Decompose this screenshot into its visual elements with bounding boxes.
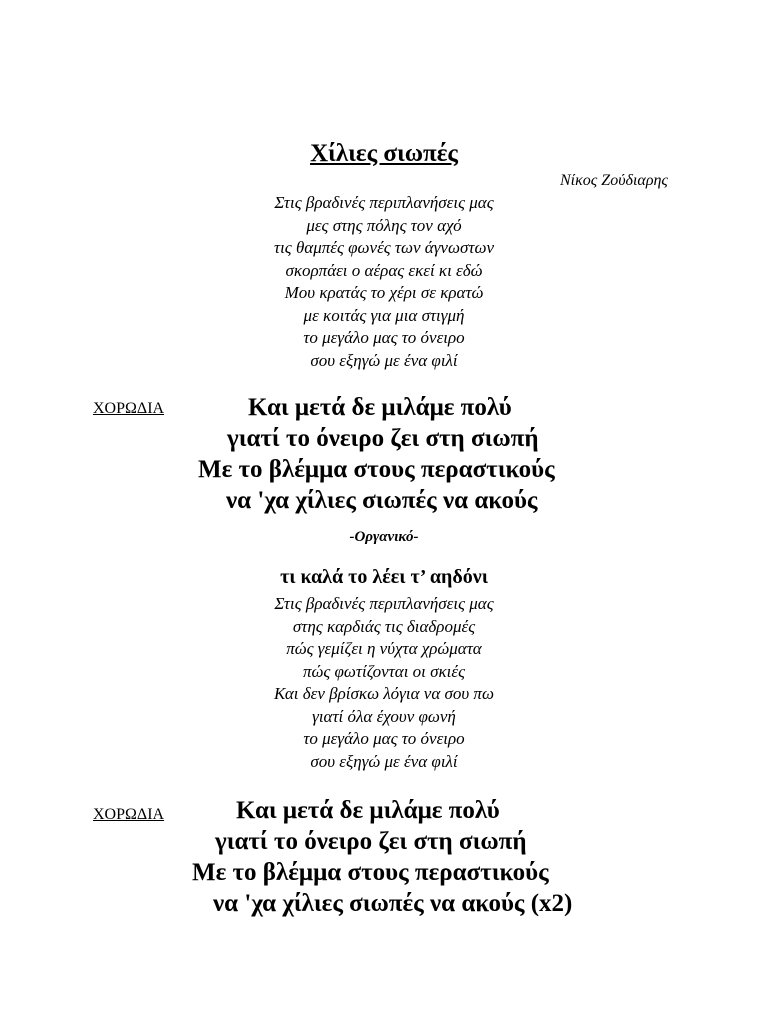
chorus-label: ΧΟΡΩΔΙΑ <box>93 806 165 823</box>
verse-line: Και δεν βρίσκω λόγια να σου πω <box>274 684 494 703</box>
verse-line: μες στης πόλης τον αχό <box>306 215 462 235</box>
verse-2-heading: τι καλά το λέει τ’ αηδόνι <box>280 566 488 588</box>
chorus-label: ΧΟΡΩΔΙΑ <box>93 400 165 417</box>
verse-line: Στις βραδινές περιπλανήσεις μας <box>274 193 494 212</box>
chorus-line: Και μετά δε μιλάμε πολύ <box>236 797 500 824</box>
verse-line: σκορπάει ο αέρας εκεί κι εδώ <box>285 260 483 280</box>
chorus-line: Με το βλέμμα στους περαστικούς <box>198 456 555 483</box>
verse-line: σου εξηγώ με ένα φιλί <box>310 350 458 370</box>
chorus-line: Και μετά δε μιλάμε πολύ <box>248 394 512 421</box>
chorus-line: να 'χα χίλιες σιωπές να ακούς <box>226 487 538 514</box>
chorus-line: να 'χα χίλιες σιωπές να ακούς (x2) <box>213 890 573 917</box>
verse-line: Μου κρατάς το χέρι σε κρατώ <box>284 283 484 302</box>
chorus-line: γιατί το όνειρο ζει στη σιωπή <box>227 425 539 452</box>
verse-line: γιατί όλα έχουν φωνή <box>312 706 456 726</box>
song-title: Χίλιες σιωπές <box>310 140 458 167</box>
verse-line: τις θαμπές φωνές των άγνωστων <box>274 238 494 257</box>
chorus-line: γιατί το όνειρο ζει στη σιωπή <box>215 828 527 855</box>
instrumental-marker: -Οργανικό- <box>349 529 419 545</box>
verse-line: το μεγάλο μας το όνειρο <box>303 729 465 748</box>
verse-line: στης καρδιάς τις διαδρομές <box>292 616 476 636</box>
song-author: Νίκος Ζούδιαρης <box>560 172 668 189</box>
verse-line: πώς γεμίζει η νύχτα χρώματα <box>286 639 482 658</box>
verse-line: Στις βραδινές περιπλανήσεις μας <box>274 594 494 613</box>
verse-line: με κοιτάς για μια στιγμή <box>303 305 465 325</box>
verse-line: σου εξηγώ με ένα φιλί <box>310 751 458 771</box>
chorus-line: Με το βλέμμα στους περαστικούς <box>192 859 549 886</box>
verse-line: το μεγάλο μας το όνειρο <box>303 328 465 347</box>
verse-line: πώς φωτίζονται οι σκιές <box>302 661 465 681</box>
